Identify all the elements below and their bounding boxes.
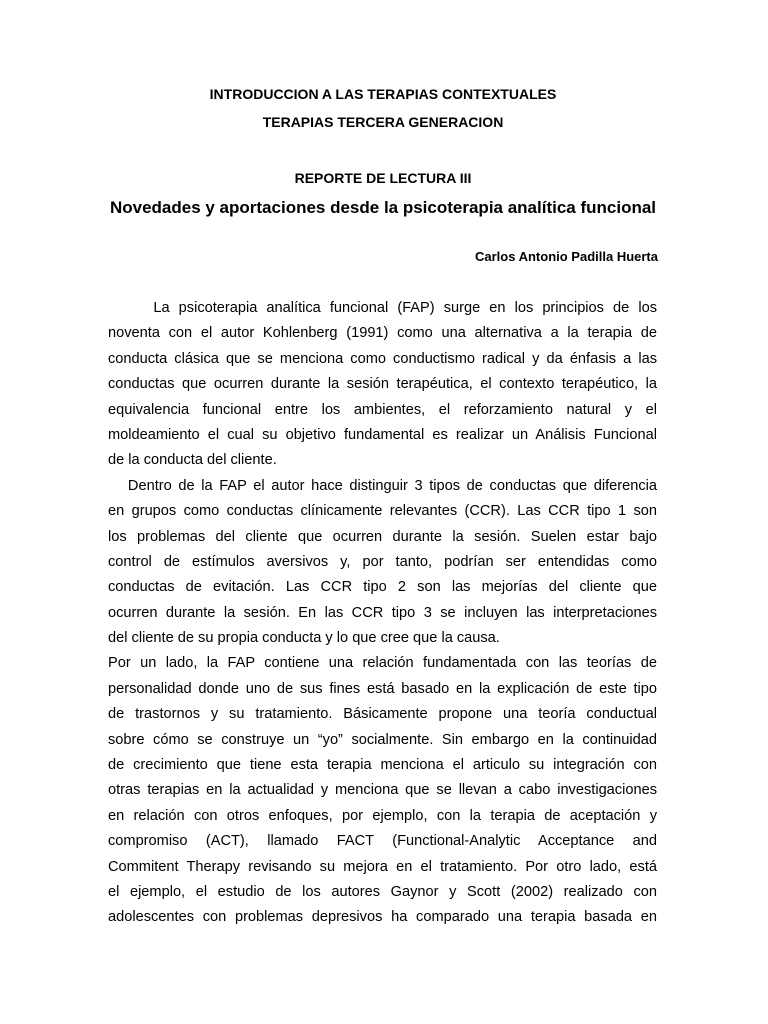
body-line: Por un lado, la FAP contiene una relación fundamentada con las teorías de — [108, 655, 657, 672]
body-line: conductas que ocurren durante la sesión terapéutica, el contexto terapéutico, la — [108, 376, 657, 393]
body-line: noventa con el autor Kohlenberg (1991) como una alternativa a la terapia de — [108, 325, 657, 342]
body-line: conductas de evitación. Las CCR tipo 2 son las mejorías del cliente que — [108, 579, 657, 596]
report-heading: REPORTE DE LECTURA III — [294, 170, 472, 186]
body-line: Dentro de la FAP el autor hace distinguir 3 tipos de conductas que diferencia — [108, 477, 657, 494]
body-line: compromiso (ACT), llamado FACT (Functional-Analytic Acceptance and — [108, 833, 657, 850]
subtitle-heading: TERAPIAS TERCERA GENERACION — [262, 114, 504, 130]
body-line: los problemas del cliente que ocurren durante la sesión. Suelen estar bajo — [108, 528, 657, 545]
body-line: ocurren durante la sesión. En las CCR tipo 3 se incluyen las interpretaciones — [108, 604, 657, 621]
body-line: adolescentes con problemas depresivos ha comparado una terapia basada en — [108, 909, 657, 926]
body-line: de trastornos y su tratamiento. Básicamente propone una teoría conductual — [108, 706, 657, 723]
body-line: del cliente de su propia conducta y lo que cree que la causa. — [108, 630, 500, 647]
body-text — [108, 296, 657, 931]
body-line: otras terapias en la actualidad y menciona que se llevan a cabo investigaciones — [108, 782, 657, 799]
body-line: equivalencia funcional entre los ambientes, el reforzamiento natural y el — [108, 401, 657, 418]
body-line: moldeamiento el cual su objetivo fundamental es realizar un Análisis Funcional — [108, 426, 657, 443]
body-line: La psicoterapia analítica funcional (FAP) surge en los principios de los — [108, 300, 657, 316]
body-line: personalidad donde uno de sus fines está basado en la explicación de este tipo — [108, 680, 657, 697]
body-line: de crecimiento que tiene esta terapia menciona el articulo su integración con — [108, 757, 657, 774]
body-line: sobre cómo se construye un “yo” socialmente. Sin embargo en la continuidad — [108, 731, 657, 748]
course-heading: INTRODUCCION A LAS TERAPIAS CONTEXTUALES — [209, 86, 557, 102]
document-title: Novedades y aportaciones desde la psicoterapia analítica funcional — [109, 198, 657, 217]
body-line: el ejemplo, el estudio de los autores Gaynor y Scott (2002) realizado con — [108, 883, 657, 900]
body-line: control de estímulos aversivos y, por tanto, podrían ser entendidas como — [108, 553, 657, 570]
body-line: de la conducta del cliente. — [108, 452, 277, 469]
body-line: Commitent Therapy revisando su mejora en el tratamiento. Por otro lado, está — [108, 858, 657, 875]
body-line: conducta clásica que se menciona como conductismo radical y da énfasis a las — [108, 350, 657, 367]
body-line: en relación con otros enfoques, por ejemplo, con la terapia de aceptación y — [108, 807, 657, 824]
body-line: en grupos como conductas clínicamente relevantes (CCR). Las CCR tipo 1 son — [108, 503, 657, 520]
author-name: Carlos Antonio Padilla Huerta — [475, 249, 658, 264]
